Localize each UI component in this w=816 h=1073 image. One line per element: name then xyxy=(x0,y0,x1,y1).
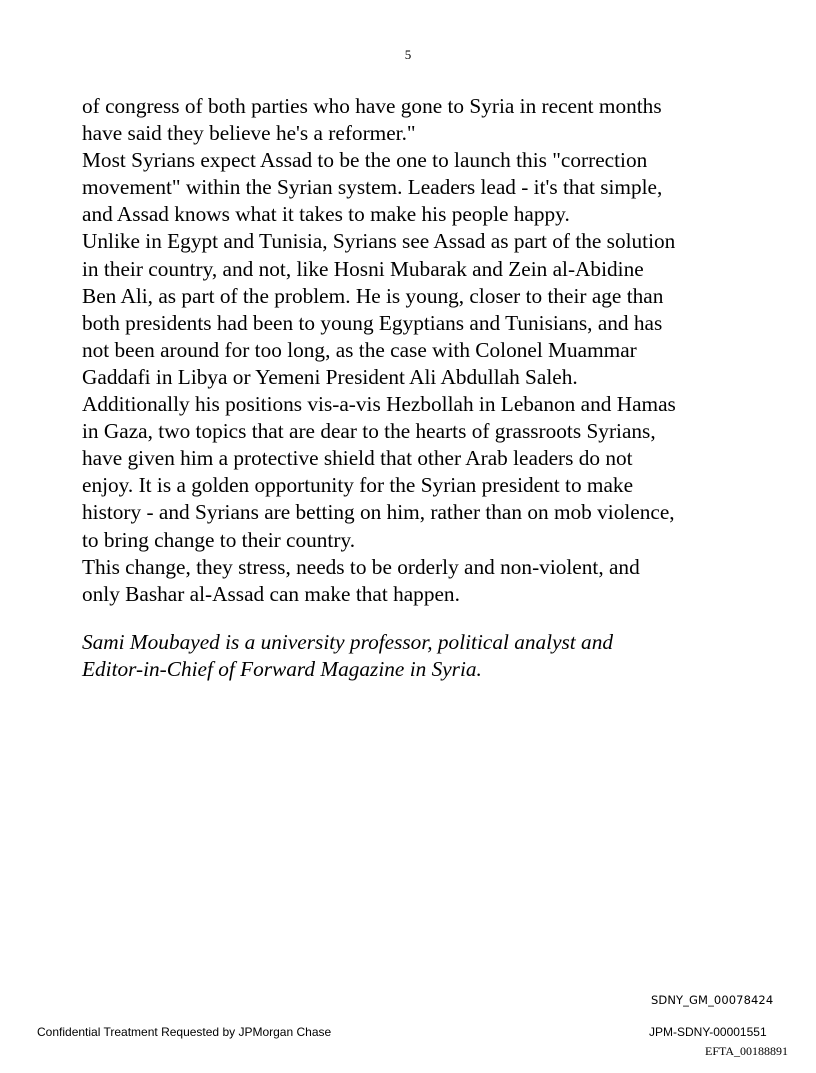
body-line: Unlike in Egypt and Tunisia, Syrians see Assad as part of the solution xyxy=(82,229,676,254)
author-byline xyxy=(82,629,742,683)
body-line: to bring change to their country. xyxy=(82,527,356,552)
body-line: enjoy. It is a golden opportunity for the Syrian president to make xyxy=(82,473,634,498)
bates-number-jpm: JPM-SDNY-00001551 xyxy=(649,1025,767,1039)
body-line: have said they believe he's a reformer." xyxy=(82,121,416,146)
body-line: history - and Syrians are betting on him, rather than on mob violence, xyxy=(82,500,675,525)
body-line: This change, they stress, needs to be orderly and non-violent, and xyxy=(82,554,640,579)
body-line: and Assad knows what it takes to make his people happy. xyxy=(82,202,570,227)
body-line: in Gaza, two topics that are dear to the hearts of grassroots Syrians, xyxy=(82,419,656,444)
body-line: Additionally his positions vis-a-vis Hezbollah in Lebanon and Hamas xyxy=(82,392,676,417)
body-line: movement" within the Syrian system. Leaders lead - it's that simple, xyxy=(82,175,663,200)
body-line: Gaddafi in Libya or Yemeni President Ali Abdullah Saleh. xyxy=(82,364,578,389)
page-number: 5 xyxy=(404,47,412,62)
bates-number-gm: SDNY_GM_00078424 xyxy=(651,993,774,1007)
body-line: have given him a protective shield that other Arab leaders do not xyxy=(82,446,633,471)
body-line: in their country, and not, like Hosni Mubarak and Zein al-Abidine xyxy=(82,256,644,281)
confidential-notice: Confidential Treatment Requested by JPMorgan Chase xyxy=(37,1025,332,1039)
byline-line: Editor-in-Chief of Forward Magazine in Syria. xyxy=(82,657,482,682)
bates-number-efta: EFTA_00188891 xyxy=(705,1044,789,1058)
body-line: both presidents had been to young Egyptians and Tunisians, and has xyxy=(82,310,663,335)
body-line: of congress of both parties who have gone to Syria in recent months xyxy=(82,94,662,118)
body-line: Ben Ali, as part of the problem. He is young, closer to their age than xyxy=(82,283,664,308)
body-line: only Bashar al-Assad can make that happen. xyxy=(82,581,460,606)
article-body xyxy=(82,93,742,608)
body-line: Most Syrians expect Assad to be the one to launch this "correction xyxy=(82,148,648,173)
byline-line: Sami Moubayed is a university professor, political analyst and xyxy=(82,630,613,654)
body-line: not been around for too long, as the case with Colonel Muammar xyxy=(82,337,637,362)
